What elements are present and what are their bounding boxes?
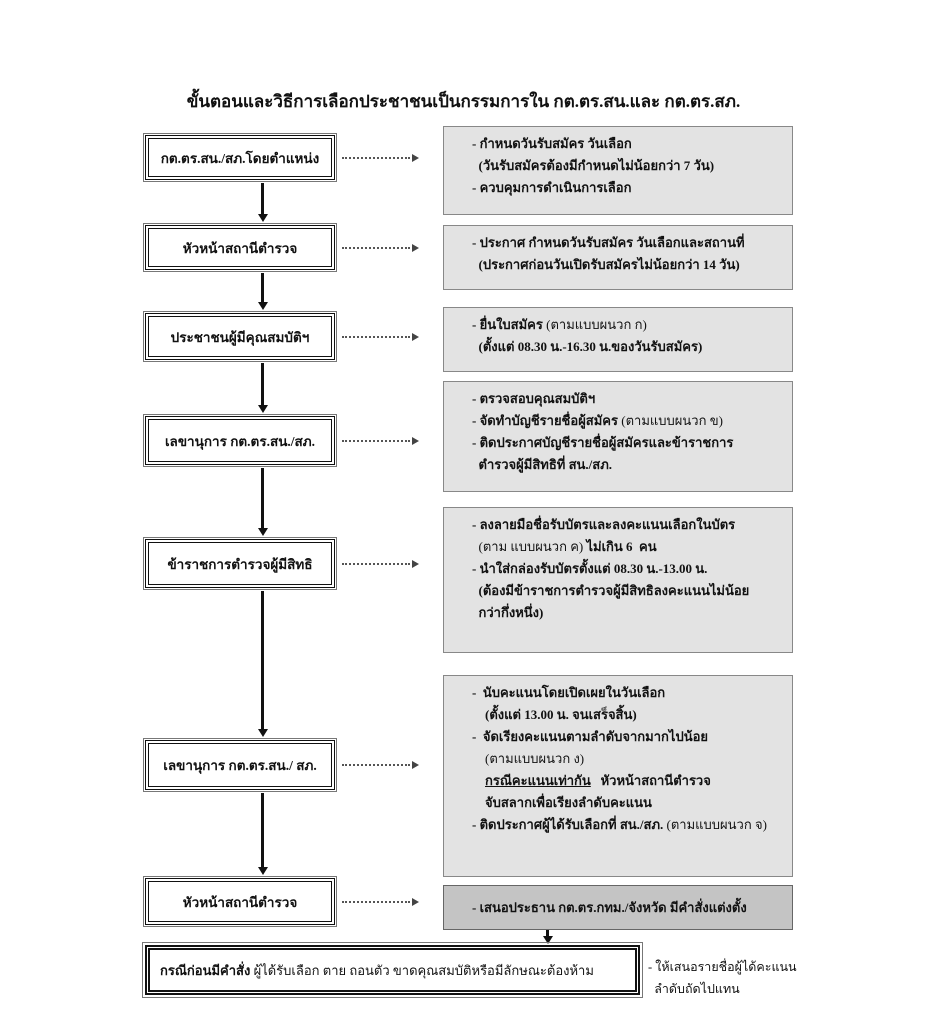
exception-note xyxy=(648,956,797,1000)
dotted-connector xyxy=(342,336,410,338)
step-label: กต.ตร.สน./สภ.โดยตำแหน่ง xyxy=(160,150,320,166)
detail-text: (ตาม แบบผนวก ค) xyxy=(472,539,587,554)
detail-text: (ตามแบบผนวก ข) xyxy=(621,413,723,428)
step-box xyxy=(145,740,335,790)
arrow-down-icon xyxy=(258,867,268,875)
detail-text: - ยื่นใบสมัคร xyxy=(472,317,547,332)
detail-line xyxy=(472,410,782,432)
detail-line xyxy=(472,897,782,919)
step-detail-box xyxy=(443,885,793,930)
detail-line xyxy=(472,792,782,814)
detail-text: (ประกาศก่อนวันเปิดรับสมัครไม่น้อยกว่า 14 วัน) xyxy=(472,257,740,272)
detail-text: - เสนอประธาน กต.ตร.กทม./จังหวัด มีคำสั่งแต่งตั้ง xyxy=(472,900,747,915)
detail-line xyxy=(472,454,782,476)
arrow-head-icon xyxy=(412,761,419,769)
detail-text: (ตั้งแต่ 13.00 น. จนเสร็จสิ้น) xyxy=(472,707,637,722)
detail-text: - ควบคุมการดำเนินการเลือก xyxy=(472,180,632,195)
detail-line xyxy=(472,814,782,836)
step-label: ข้าราชการตำรวจผู้มีสิทธิ xyxy=(167,556,313,572)
detail-line xyxy=(472,232,782,254)
step-label: หัวหน้าสถานีตำรวจ xyxy=(182,240,298,256)
detail-line xyxy=(472,558,782,580)
detail-line xyxy=(472,748,782,770)
detail-text: - ลงลายมือชื่อรับบัตรและลงคะแนนเลือกในบัตร xyxy=(472,517,736,532)
step-box xyxy=(145,135,335,180)
detail-line xyxy=(472,704,782,726)
flow-arrow-line xyxy=(261,273,264,302)
arrow-down-icon xyxy=(258,405,268,413)
step-box xyxy=(145,225,335,270)
detail-line xyxy=(472,254,782,276)
detail-line xyxy=(472,155,782,177)
detail-text: (ตั้งแต่ 08.30 น.-16.30 น.ของวันรับสมัคร) xyxy=(472,339,703,354)
detail-text: (ตามแบบผนวก จ) xyxy=(666,817,767,832)
detail-text: (วันรับสมัครต้องมีกำหนดไม่น้อยกว่า 7 วัน) xyxy=(472,158,715,173)
arrow-down-icon xyxy=(258,729,268,737)
detail-text: - จัดทำบัญชีรายชื่อผู้สมัคร xyxy=(472,413,622,428)
arrow-head-icon xyxy=(412,154,419,162)
arrow-down-icon xyxy=(258,528,268,536)
exception-box xyxy=(145,945,640,995)
detail-text: - ตรวจสอบคุณสมบัติฯ xyxy=(472,391,596,406)
step-label: หัวหน้าสถานีตำรวจ xyxy=(182,894,298,910)
dotted-connector xyxy=(342,157,410,159)
step-detail-box xyxy=(443,307,793,372)
detail-text: กว่ากึ่งหนึ่ง) xyxy=(472,605,544,620)
step-detail-box xyxy=(443,675,793,877)
arrow-head-icon xyxy=(412,898,419,906)
arrow-head-icon xyxy=(412,437,419,445)
detail-line xyxy=(472,770,782,792)
detail-line xyxy=(472,133,782,155)
exception-heading: กรณีก่อนมีคำสั่ง xyxy=(160,962,251,978)
detail-text: ตำรวจผู้มีสิทธิที่ สน./สภ. xyxy=(472,457,613,472)
detail-line xyxy=(472,177,782,199)
detail-line xyxy=(472,726,782,748)
arrow-down-icon xyxy=(543,936,553,944)
detail-line xyxy=(472,388,782,410)
detail-line xyxy=(472,432,782,454)
dotted-connector xyxy=(342,764,410,766)
detail-text xyxy=(472,773,485,788)
step-label: ประชาชนผู้มีคุณสมบัติฯ xyxy=(170,329,310,345)
step-detail-box xyxy=(443,126,793,215)
detail-text: - ติดประกาศผู้ได้รับเลือกที่ สน./สภ. xyxy=(472,817,667,832)
detail-text: กรณีคะแนนเท่ากัน xyxy=(485,773,591,788)
flow-arrow-line xyxy=(261,468,264,528)
detail-line xyxy=(472,602,782,624)
flow-arrow-line xyxy=(261,363,264,405)
note-line: ลำดับถัดไปแทน xyxy=(648,982,740,996)
dotted-connector xyxy=(342,901,410,903)
dotted-connector xyxy=(342,440,410,442)
step-box xyxy=(145,416,335,465)
detail-text: หัวหน้าสถานีตำรวจ xyxy=(590,773,711,788)
detail-text: - จัดเรียงคะแนนตามลำดับจากมากไปน้อย xyxy=(472,729,709,744)
arrow-head-icon xyxy=(412,333,419,341)
detail-line xyxy=(472,682,782,704)
detail-line xyxy=(472,536,782,558)
note-line: - ให้เสนอรายชื่อผู้ได้คะแนน xyxy=(648,960,797,974)
flow-arrow-line xyxy=(261,591,264,729)
arrow-head-icon xyxy=(412,244,419,252)
detail-text: ไม่เกิน 6 คน xyxy=(586,539,657,554)
step-detail-box xyxy=(443,381,793,492)
exception-text: ผู้ได้รับเลือก ตาย ถอนตัว ขาดคุณสมบัติหรือมีลักษณะต้องห้าม xyxy=(250,962,594,978)
step-box xyxy=(145,539,335,588)
arrow-down-icon xyxy=(258,302,268,310)
step-detail-box xyxy=(443,507,793,653)
detail-text: (ต้องมีข้าราชการตำรวจผู้มีสิทธิลงคะแนนไม่น้อย xyxy=(472,583,750,598)
detail-text: - ติดประกาศบัญชีรายชื่อผู้สมัครและข้าราชการ xyxy=(472,435,734,450)
detail-text: - ประกาศ กำหนดวันรับสมัคร วันเลือกและสถานที่ xyxy=(472,235,745,250)
arrow-head-icon xyxy=(412,560,419,568)
detail-text: - นับคะแนนโดยเปิดเผยในวันเลือก xyxy=(472,685,666,700)
detail-text: - กำหนดวันรับสมัคร วันเลือก xyxy=(472,136,632,151)
detail-line xyxy=(472,580,782,602)
detail-text: (ตามแบบผนวก ง) xyxy=(472,751,585,766)
detail-text: จับสลากเพื่อเรียงลำดับคะแนน xyxy=(472,795,652,810)
flow-arrow-line xyxy=(261,793,264,867)
detail-line xyxy=(472,514,782,536)
detail-line xyxy=(472,336,782,358)
dotted-connector xyxy=(342,563,410,565)
dotted-connector xyxy=(342,247,410,249)
step-label: เลขานุการ กต.ตร.สน./ สภ. xyxy=(163,758,317,773)
step-label: เลขานุการ กต.ตร.สน./สภ. xyxy=(164,433,316,449)
arrow-down-icon xyxy=(258,214,268,222)
page-title: ขั้นตอนและวิธีการเลือกประชาชนเป็นกรรมการใน กต.ตร.สน.และ กต.ตร.สภ. xyxy=(186,92,741,111)
detail-text: (ตามแบบผนวก ก) xyxy=(546,317,647,332)
detail-line xyxy=(472,314,782,336)
step-box xyxy=(145,878,335,925)
step-box xyxy=(145,313,335,360)
detail-text: - นำใส่กล่องรับบัตรตั้งแต่ 08.30 น.-13.00 น. xyxy=(472,561,708,576)
step-detail-box xyxy=(443,225,793,290)
flow-arrow-line xyxy=(261,183,264,214)
